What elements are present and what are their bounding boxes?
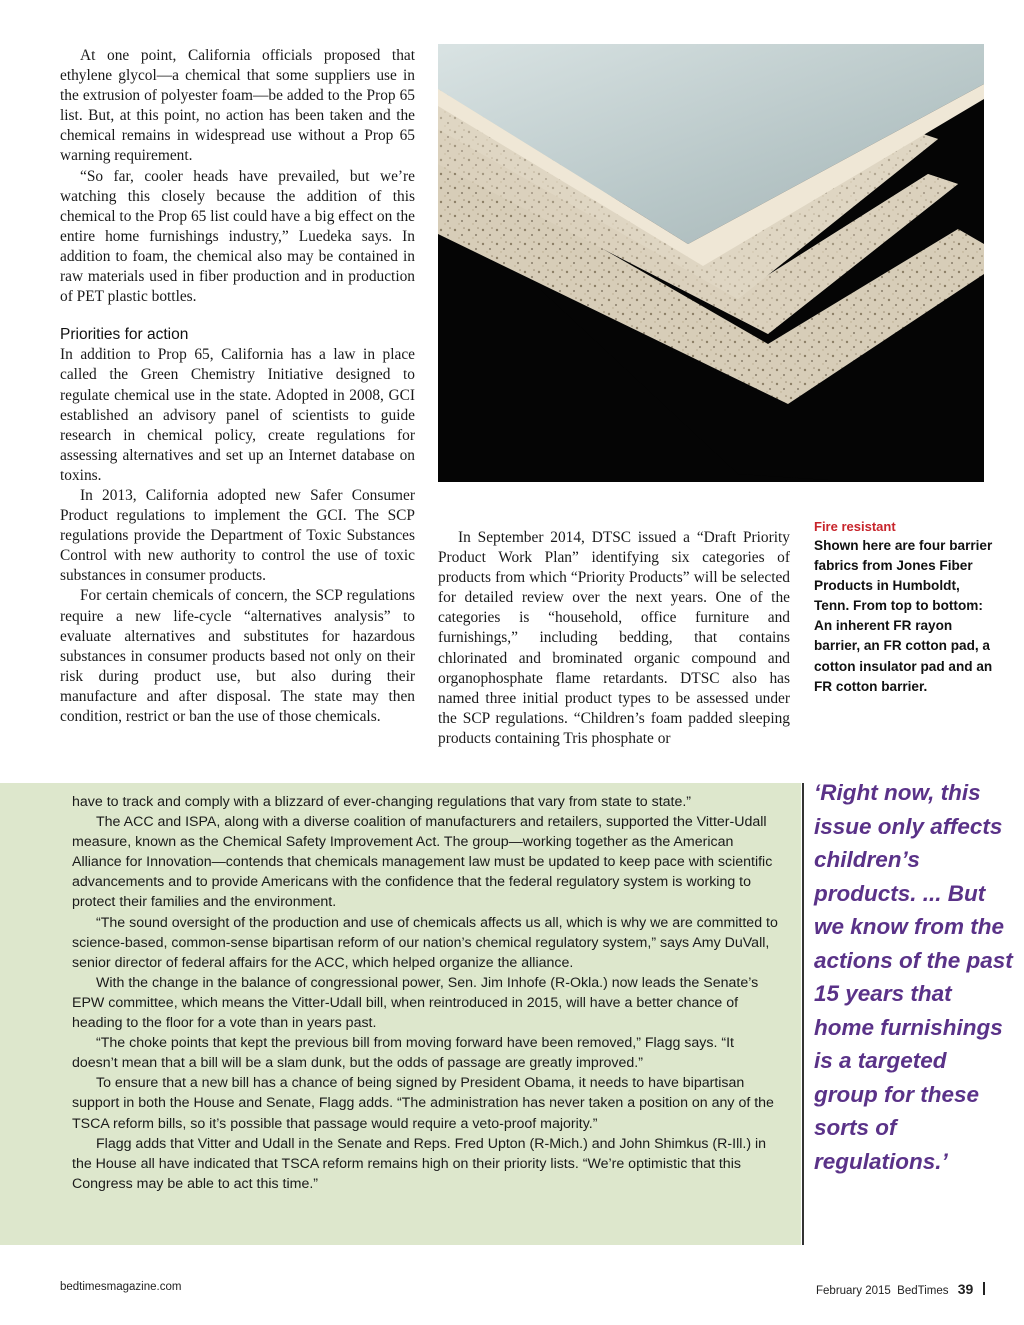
footer-bar	[983, 1282, 985, 1295]
barrier-fabrics-photo	[438, 44, 984, 482]
sidebar-box	[0, 783, 801, 1245]
body-paragraph: In 2013, California adopted new Safer Consumer Product regulations to implement the GCI. The SCP regulations provide the Department of Toxic Substances Control with new authority to control the use of toxic substances in consumer products.	[60, 486, 415, 585]
footer-website: bedtimesmagazine.com	[60, 1281, 182, 1293]
footer-issue-text: February 2015 BedTimes	[816, 1285, 949, 1297]
pull-quote: ‘Right now, this issue only affects children’s products. ... But we know from the actions of the past 15 years that home furnishings is a targeted group for these sorts of regulations.’	[814, 780, 1013, 1174]
body-paragraph: In addition to Prop 65, California has a law in place called the Green Chemistry Initiative designed to regulate chemical use in the state. Adopted in 2008, GCI established an advisory panel of scientists to guide research in chemical policy, create regulations for assessing alternatives and set up an Internet database on toxins.	[60, 346, 415, 484]
sidebar-paragraph: “The choke points that kept the previous bill from moving forward have been removed,” Flagg says. “It doesn’t mean that a bill will be a slam dunk, but the odds of passage are greatly improved.”	[72, 1035, 734, 1072]
sidebar-text	[72, 792, 780, 1194]
fabric-layers-illustration	[438, 44, 984, 482]
column-1	[60, 46, 415, 727]
sidebar-paragraph: To ensure that a new bill has a chance of being signed by President Obama, it needs to have bipartisan support in both the House and Senate, Flagg adds. “The administration has never taken a position on any of the TSCA reform bills, so it’s possible that passage would require a veto-proof majority.”	[72, 1075, 774, 1132]
body-paragraph: For certain chemicals of concern, the SCP regulations require a new life-cycle “alternatives analysis” to evaluate alternatives and substitutes for hazardous substances in consumer products based not only on their risk during product use, but also during their manufacture and after disposal. The state may then condition, restrict or ban the use of those chemicals.	[60, 587, 415, 725]
body-paragraph: “So far, cooler heads have prevailed, but we’re watching this closely because the addition of this chemical to the Prop 65 list could have a big effect on the entire home furnishings industry,” Luedeka says. In addition to foam, the chemical also may be contained in raw materials used in fiber production and in production of PET plastic bottles.	[60, 167, 415, 306]
sidebar-paragraph: Flagg adds that Vitter and Udall in the Senate and Reps. Fred Upton (R-Mich.) and John Shimkus (R-Ill.) in the House all have indicated that TSCA reform remains high on their priority lists. “We’re optimistic that this Congress may be able to act this time.”	[72, 1135, 767, 1192]
sidebar-paragraph: “The sound oversight of the production and use of chemicals affects us all, which is why we are committed to science-based, common-sense bipartisan reform of our nation’s chemical regulatory system,” says Amy DuVall, senior director of federal affairs for the ACC, which helped organize the alliance.	[72, 914, 778, 971]
page-number: 39	[957, 1281, 974, 1297]
vertical-rule	[802, 783, 804, 1245]
caption-text: Shown here are four barrier fabrics from Jones Fiber Products in Humboldt, Tenn. From top to bottom: An inherent FR rayon barrier, an FR cotton pad, a cotton insulator pad and an FR cotton barrier.	[814, 538, 993, 694]
sidebar-paragraph: The ACC and ISPA, along with a diverse coalition of manufacturers and retailers, supported the Vitter-Udall measure, known as the Chemical Safety Improvement Act. The group—working together as the American Alliance for Innovation—contends that chemicals management law must be updated to keep pace with scientific advancements and to provide Americans with the confidence that the federal regulatory system is working to protect their families and the environment.	[72, 814, 773, 911]
photo-caption	[814, 518, 994, 697]
column-2	[438, 528, 790, 749]
caption-title: Fire resistant	[814, 519, 896, 534]
body-paragraph: At one point, California officials proposed that ethylene glycol—a chemical that some suppliers use in the extrusion of polyester foam—be added to the Prop 65 list. But, at this point, no action has been taken and the chemical remains in widespread use without a Prop 65 warning requirement.	[60, 47, 415, 165]
sidebar-paragraph: With the change in the balance of congressional power, Sen. Jim Inhofe (R-Okla.) now leads the Senate’s EPW committee, which means the Vitter-Udall bill, when reintroduced in 2015, will have a better chance of heading to the floor for a vote than in years past.	[72, 974, 759, 1032]
footer-issue	[816, 1281, 985, 1297]
body-paragraph: In September 2014, DTSC issued a “Draft Priority Product Work Plan” identifying six categories of products from which “Priority Products” will be selected for detailed review over the next years. One of the categories is “household, office furniture and furnishings,” including bedding, that contains chlorinated and brominated organic compound and organophosphate flame retardants. DTSC also has named three initial product types to be assessed under the SCP regulations. “Children’s foam padded sleeping products containing Tris phosphate or	[438, 529, 790, 747]
section-subhead: Priorities for action	[60, 326, 189, 344]
sidebar-paragraph: have to track and comply with a blizzard of ever-changing regulations that vary from state to state.”	[72, 794, 692, 810]
